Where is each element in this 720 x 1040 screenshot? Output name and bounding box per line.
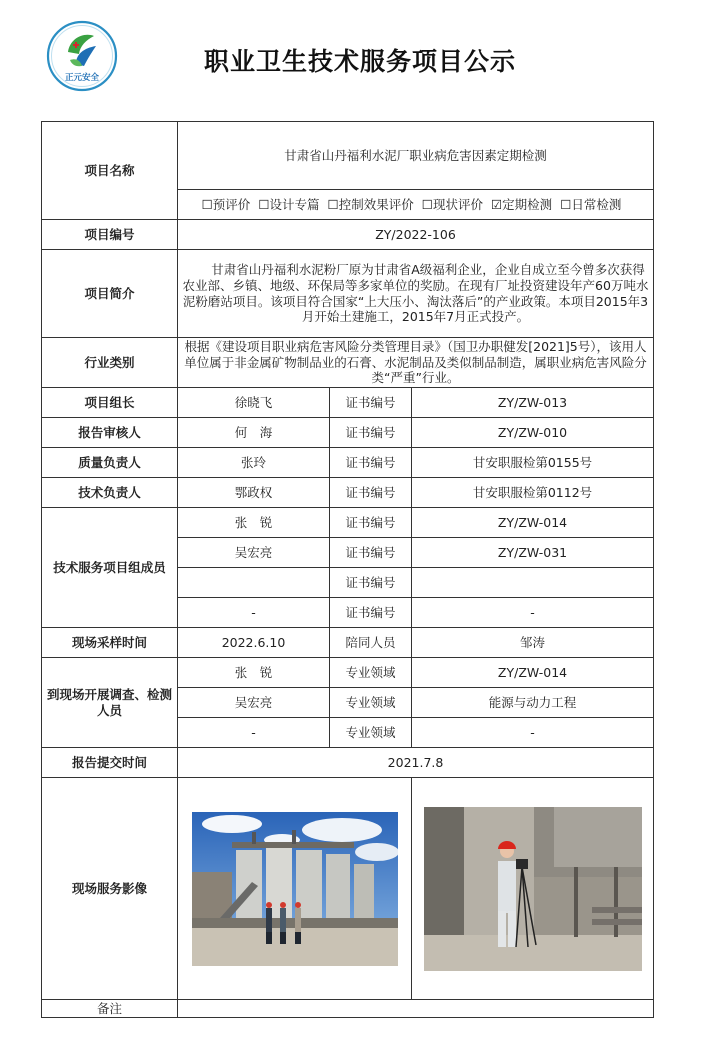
member-cert	[412, 568, 654, 598]
cert-label: 证书编号	[330, 478, 412, 508]
project-type-options	[178, 190, 654, 220]
cert-label: 证书编号	[330, 568, 412, 598]
tech-cert: 甘安职服检第0112号	[412, 478, 654, 508]
reviewer-name: 何 海	[178, 418, 330, 448]
field-label: 专业领域	[330, 688, 412, 718]
project-name-value: 甘肃省山丹福利水泥厂职业病危害因素定期检测	[178, 122, 654, 190]
tech-label: 技术负责人	[42, 478, 178, 508]
member-name: 吴宏亮	[178, 538, 330, 568]
project-info-table	[41, 121, 654, 1018]
member-name	[178, 568, 330, 598]
surveyor-field: 能源与动力工程	[412, 688, 654, 718]
site-photo-field-sampling	[424, 807, 642, 971]
report-submit-label: 报告提交时间	[42, 748, 178, 778]
cert-label: 证书编号	[330, 448, 412, 478]
surveyor-name: 吴宏亮	[178, 688, 330, 718]
cert-label: 证书编号	[330, 508, 412, 538]
type-option: ☐设计专篇	[258, 196, 320, 212]
project-name-label: 项目名称	[42, 122, 178, 220]
industry-label: 行业类别	[42, 338, 178, 388]
photo-cell-1	[178, 778, 412, 1000]
cert-label: 证书编号	[330, 598, 412, 628]
sampling-time-label: 现场采样时间	[42, 628, 178, 658]
members-label: 技术服务项目组成员	[42, 508, 178, 628]
surveyor-field: -	[412, 718, 654, 748]
surveyor-field: ZY/ZW-014	[412, 658, 654, 688]
tech-name: 鄂政权	[178, 478, 330, 508]
surveyors-label: 到现场开展调查、检测人员	[42, 658, 178, 748]
quality-name: 张玲	[178, 448, 330, 478]
page-title: 职业卫生技术服务项目公示	[203, 47, 516, 76]
quality-label: 质量负责人	[42, 448, 178, 478]
cert-label: 证书编号	[330, 538, 412, 568]
field-label: 专业领域	[330, 718, 412, 748]
type-option: ☑定期检测	[490, 196, 553, 212]
project-number-value: ZY/2022-106	[178, 220, 654, 250]
leader-label: 项目组长	[42, 388, 178, 418]
project-intro-label: 项目简介	[42, 250, 178, 338]
photos-label: 现场服务影像	[42, 778, 178, 1000]
member-cert: ZY/ZW-014	[412, 508, 654, 538]
field-label: 专业领域	[330, 658, 412, 688]
type-option: ☐现状评价	[421, 196, 483, 212]
reviewer-label: 报告审核人	[42, 418, 178, 448]
quality-cert: 甘安职服检第0155号	[412, 448, 654, 478]
member-cert: ZY/ZW-031	[412, 538, 654, 568]
sampling-time-value: 2022.6.10	[178, 628, 330, 658]
type-option: ☐预评价	[201, 196, 251, 212]
surveyor-name: -	[178, 718, 330, 748]
companion-label: 陪同人员	[330, 628, 412, 658]
industry-value: 根据《建设项目职业病危害风险分类管理目录》（国卫办职健发[2021]5号），该用人单位属于非金属矿物制品业的石膏、水泥制品及类似制品制造，属职业病危害风险分类“严重”行业。	[178, 338, 654, 388]
member-name: 张 锐	[178, 508, 330, 538]
cert-label: 证书编号	[330, 418, 412, 448]
member-name: -	[178, 598, 330, 628]
companion-value: 邹涛	[412, 628, 654, 658]
leader-name: 徐晓飞	[178, 388, 330, 418]
reviewer-cert: ZY/ZW-010	[412, 418, 654, 448]
cert-label: 证书编号	[330, 388, 412, 418]
report-submit-value: 2021.7.8	[178, 748, 654, 778]
logo-text: 正元安全	[64, 73, 100, 83]
surveyor-name: 张 锐	[178, 658, 330, 688]
remark-value	[178, 1000, 654, 1018]
member-cert: -	[412, 598, 654, 628]
project-intro-value: 甘肃省山丹福利水泥粉厂原为甘肃省A级福利企业，企业自成立至今曾多次获得农业部、乡镇、地级、环保局等多家单位的奖励。在现有厂址投资建设年产60万吨水泥粉磨站项目。该项目符合国家“上大压小、淘汰落后”的产业政策。本项目2015年3月开始土建施工，2015年7月正式投产。	[178, 250, 654, 338]
type-option: ☐控制效果评价	[327, 196, 414, 212]
site-photo-cement-silos	[192, 812, 398, 966]
project-number-label: 项目编号	[42, 220, 178, 250]
photo-cell-2	[412, 778, 654, 1000]
leader-cert: ZY/ZW-013	[412, 388, 654, 418]
type-option: ☐日常检测	[560, 196, 622, 212]
remark-label: 备注	[42, 1000, 178, 1018]
